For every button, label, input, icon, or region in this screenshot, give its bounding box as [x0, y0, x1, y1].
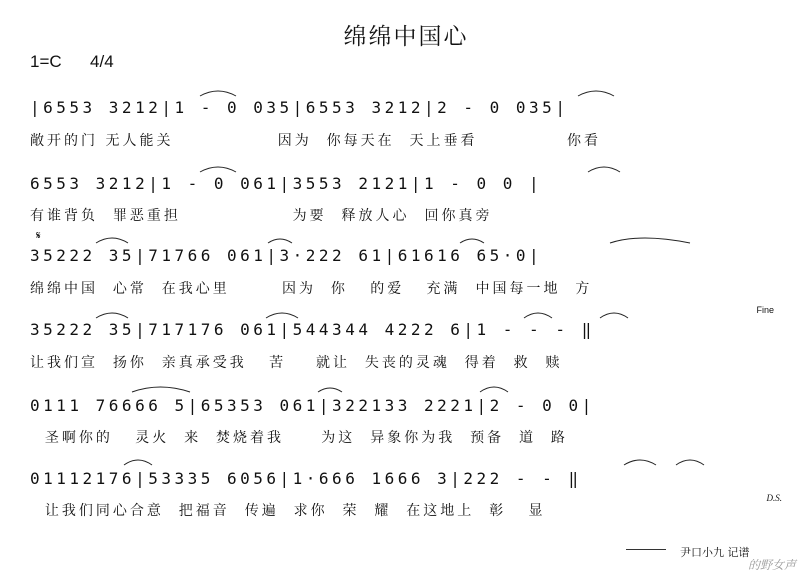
slur-15: [480, 387, 508, 392]
slur-8: [610, 238, 690, 243]
notation-line-6: 01112176|53335 6056|1·666 1666 3|222 - - ‖: [30, 469, 582, 488]
lyrics-line-4: 让我们宣 扬你 亲真承受我 苦 就让 失丧的灵魂 得着 救 赎: [30, 355, 563, 371]
slur-6: [268, 239, 292, 243]
slur-13: [132, 387, 190, 392]
slur-16: [124, 460, 152, 465]
notation-line-2: 6553 3212|1 - 0 061|3553 2121|1 - 0 0 |: [30, 174, 543, 193]
transcriber-credit: 尹口小九 记谱: [680, 546, 750, 559]
time-signature: 4/4: [90, 52, 114, 71]
lyrics-line-6: 让我们同心合意 把福音 传遍 求你 荣 耀 在这地上 彰 显: [30, 503, 546, 519]
slur-1: [200, 91, 236, 96]
notation-line-1: |6553 3212|1 - 0 035|6553 3212|2 - 0 035|: [30, 98, 569, 117]
notation-line-4: 35222 35|717176 061|544344 4222 6|1 - - - ‖: [30, 320, 595, 339]
song-title: 绵绵中国心: [343, 24, 469, 50]
slur-3: [200, 167, 236, 172]
ds-mark: D.S.: [766, 493, 782, 503]
slur-2: [578, 91, 614, 96]
slur-10: [266, 313, 298, 318]
credit-dash: [626, 549, 666, 550]
watermark: 的野女声: [748, 558, 797, 572]
segno-mark: 𝄋: [36, 229, 41, 242]
key-signature: 1=C: [30, 52, 62, 71]
slur-4: [588, 167, 620, 172]
slur-9: [96, 313, 128, 318]
lyrics-line-1: 敞开的门 无人能关 因为 你每天在 天上垂看 你看: [30, 133, 601, 149]
lyrics-line-5: 圣啊你的 灵火 来 焚烧着我 为这 异象你为我 预备 道 路: [30, 430, 568, 446]
notation-line-3: 35222 35|71766 061|3·222 61|61616 65·0|: [30, 246, 543, 265]
slur-14: [318, 388, 342, 392]
notation-line-5: 0111 76666 5|65353 061|322133 2221|2 - 0 0|: [30, 396, 595, 415]
lyrics-line-2: 有谁背负 罪恶重担 为要 释放人心 回你真旁: [30, 208, 493, 224]
slur-7: [460, 239, 484, 243]
slur-17: [624, 460, 656, 465]
slur-11: [524, 313, 552, 318]
slur-12: [600, 313, 628, 318]
lyrics-line-3: 绵绵中国 心常 在我心里 因为 你 的爱 充满 中国每一地 方: [30, 281, 593, 297]
slur-18: [676, 460, 704, 465]
slur-5: [96, 238, 128, 243]
key-time-signature: [30, 52, 114, 72]
fine-mark: Fine: [756, 305, 774, 315]
